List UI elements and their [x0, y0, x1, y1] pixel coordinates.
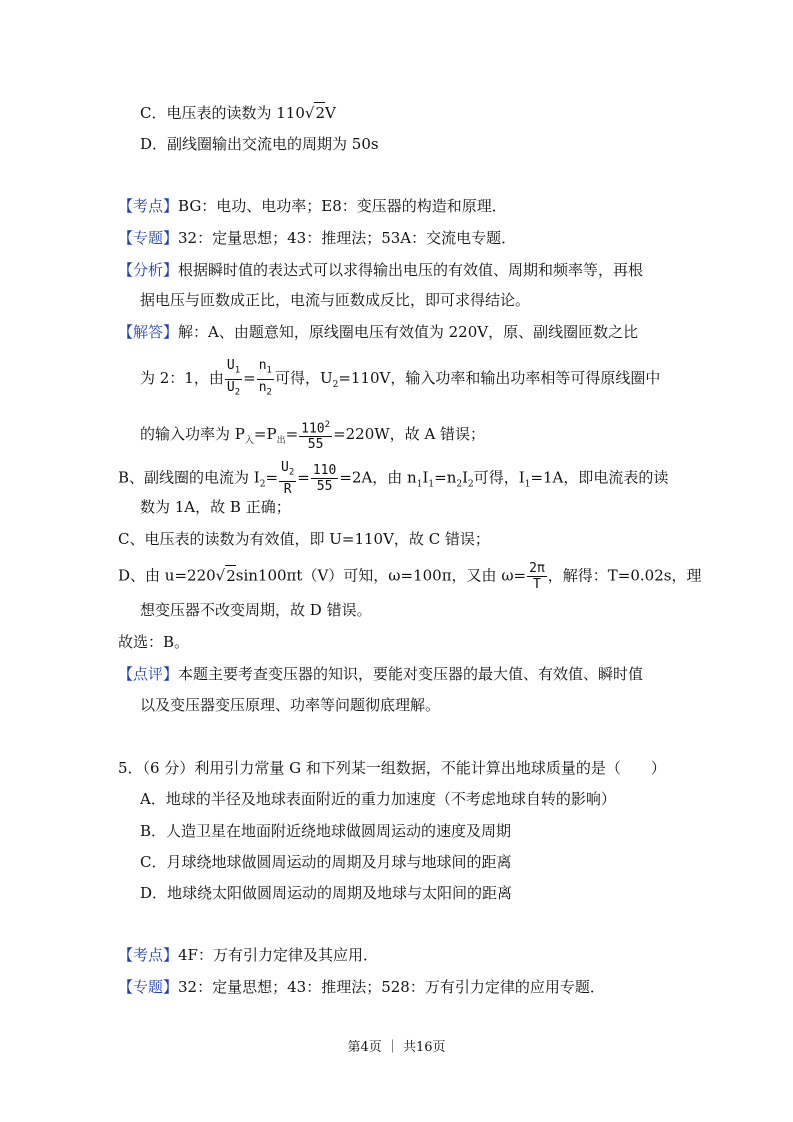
q5-kaodian-text: 4F：万有引力定律及其应用．: [178, 946, 378, 964]
b-prefix: B、副线圈的电流为 I: [118, 468, 260, 487]
b-mid1: =2A，由 n: [339, 468, 417, 487]
power-exp: 2: [324, 420, 331, 430]
power-fraction: [299, 418, 332, 452]
jieda-d-line1: D、由 u=220√2sin100πt（V）可知，ω=100π，又由 ω= $\frac{2\pi}{T}$ ，解得：T=0.02s，理: [118, 561, 702, 592]
sub-cu2: 2: [288, 467, 295, 478]
sub-in: 入: [244, 436, 254, 447]
current-num: U: [281, 460, 289, 475]
current2-den: 55: [316, 478, 333, 494]
sub-n2: 2: [456, 479, 463, 490]
q5-stem: 5．（6 分）利用引力常量 G 和下列某一组数据，不能计算出地球质量的是（ ）: [118, 759, 666, 777]
sub-n1: 1: [416, 479, 423, 490]
sub-2: 2: [234, 387, 241, 398]
sub-i2b: 2: [468, 479, 474, 490]
dianping-label: 【点评】: [118, 665, 179, 683]
ratio-fraction-n: [257, 358, 274, 400]
jieda-l3-eq: =P: [253, 425, 277, 444]
sub-u2: 2: [332, 380, 339, 391]
jieda-row: [118, 322, 638, 342]
jieda-line2: 为 2：1，由 $\frac{U_1}{U_2}$ = $\frac{n_1}{n_2}$ 可得，$U_2=110V$，输入功率和输出功率相等可得原线圈中: [140, 358, 660, 400]
q5-zhuanti-text: 32：定量思想；43：推理法；528：万有引力定律的应用专题．: [178, 978, 605, 996]
current2-num: 110: [312, 462, 337, 478]
zhuanti-label: 【专题】: [118, 229, 179, 247]
frac-n1: n: [258, 358, 267, 373]
fenxi-row: [118, 260, 643, 280]
current-fraction-2: [311, 463, 338, 494]
option-c-unit: V: [325, 104, 336, 122]
b-mid3: =n: [434, 468, 457, 487]
zhuanti-row: [118, 228, 516, 248]
q5-option-c: C．月球绕地球做圆周运动的周期及月球与地球间的距离: [140, 853, 512, 871]
sub-1: 1: [234, 365, 241, 376]
sub-i2: 2: [259, 479, 266, 490]
b-mid5: 可得，I: [473, 468, 525, 487]
sub-2b: 2: [266, 387, 272, 398]
q5-kaodian-row: [118, 945, 378, 965]
zhuanti-text: 32：定量思想；43：推理法；53A：交流电专题．: [178, 229, 517, 247]
sub-i1: 1: [428, 479, 435, 490]
sqrt-radicand: 2: [315, 104, 325, 122]
dianping-line2: 以及变压器变压原理、功率等问题彻底理解。: [140, 696, 441, 714]
frac-u1: U: [226, 358, 235, 373]
jieda-l2-suffix: =110V，输入功率和输出功率相等可得原线圈中: [338, 369, 661, 388]
d-mid: sin100πt（V）可知，ω=100π，又由 ω=: [235, 566, 527, 585]
omega-fraction: [527, 561, 547, 592]
q5-zhuanti-label: 【专题】: [118, 978, 179, 996]
b-mid2: I: [422, 468, 429, 487]
kaodian-text: BG：电功、电功率；E8：变压器的构造和原理．: [178, 197, 507, 215]
q5-option-d: D．地球绕太阳做圆周运动的周期及地球与太阳间的距离: [140, 884, 513, 902]
kaodian-row: [118, 196, 507, 216]
b-mid4: I: [462, 468, 469, 487]
frac-n2: n: [258, 379, 267, 395]
jieda-b-line2: 数为 1A，故 B 正确；: [140, 498, 291, 516]
jieda-l2-mid: 可得，U: [274, 369, 333, 388]
omega-num: 2π: [529, 561, 545, 576]
b-suffix: =1A，即电流表的读: [530, 468, 669, 487]
fenxi-line2: 据电压与匝数成正比，电流与匝数成反比，即可求得结论。: [140, 291, 531, 309]
jieda-line1: 解：A、由题意知，原线圈电压有效值为 220V，原、副线圈匝数之比: [178, 323, 639, 341]
dianping-line1: 本题主要考查变压器的知识，要能对变压器的最大值、有效值、瞬时值: [178, 665, 644, 683]
jieda-l2-prefix: 为 2：1，由: [140, 369, 224, 388]
d-suffix: ，解得：T=0.02s，理: [547, 566, 702, 585]
page-footer: 第4页 ｜ 共16页: [347, 1040, 446, 1055]
q5-option-b: B．人造卫星在地面附近绕地球做圆周运动的速度及周期: [140, 822, 512, 840]
jieda-l3-prefix: 的输入功率为 P: [140, 425, 245, 444]
omega-den: T: [533, 577, 541, 592]
jieda-label: 【解答】: [118, 323, 179, 341]
ratio-fraction-u: [225, 358, 242, 400]
d-radicand: 2: [226, 566, 236, 585]
option-c-text: C．电压表的读数为 110: [140, 104, 305, 122]
jieda-b-line1: B、副线圈的电流为 $I_2=$ $\frac{U_2}{R}$ = $\frac{110}{55}$ =2A，由 $n_1I_1=n_2I_2$可得，$I_1=1A$，即电流表的读: [118, 460, 669, 497]
power-num: 110: [301, 421, 325, 437]
dianping-row: [118, 664, 643, 684]
fenxi-label: 【分析】: [118, 261, 179, 279]
jieda-line3: 的输入功率为 $P_入=P_出=$ $\frac{110^2}{55}$ =220W，故 A 错误；: [140, 420, 486, 453]
option-c-prev: C．电压表的读数为 110√2V: [140, 104, 336, 122]
sub-1b: 1: [266, 365, 272, 376]
current-fraction-1: [279, 460, 296, 497]
q5-zhuanti-row: [118, 977, 605, 997]
d-prefix: D、由 u=220: [118, 566, 216, 585]
jieda-d-line2: 想变压器不改变周期，故 D 错误。: [140, 601, 372, 619]
option-d-prev: D．副线圈输出交流电的周期为 50s: [140, 135, 379, 153]
jieda-c-line: C、电压表的读数为有效值，即 U=110V，故 C 错误；: [118, 530, 490, 548]
fenxi-line1: 根据瞬时值的表达式可以求得输出电压的有效值、周期和频率等，再根: [178, 261, 644, 279]
sub-i1b: 1: [524, 479, 531, 490]
sub-out: 出: [276, 436, 286, 447]
power-den: 55: [307, 437, 324, 453]
frac-u2: U: [226, 379, 235, 395]
q5-kaodian-label: 【考点】: [118, 946, 179, 964]
jieda-l3-suffix: =220W，故 A 错误；: [333, 425, 486, 444]
answer-line: 故选：B。: [118, 633, 190, 651]
kaodian-label: 【考点】: [118, 197, 179, 215]
current-den: R: [283, 481, 292, 497]
q5-option-a: A．地球的半径及地球表面附近的重力加速度（不考虑地球自转的影响）: [140, 790, 616, 808]
